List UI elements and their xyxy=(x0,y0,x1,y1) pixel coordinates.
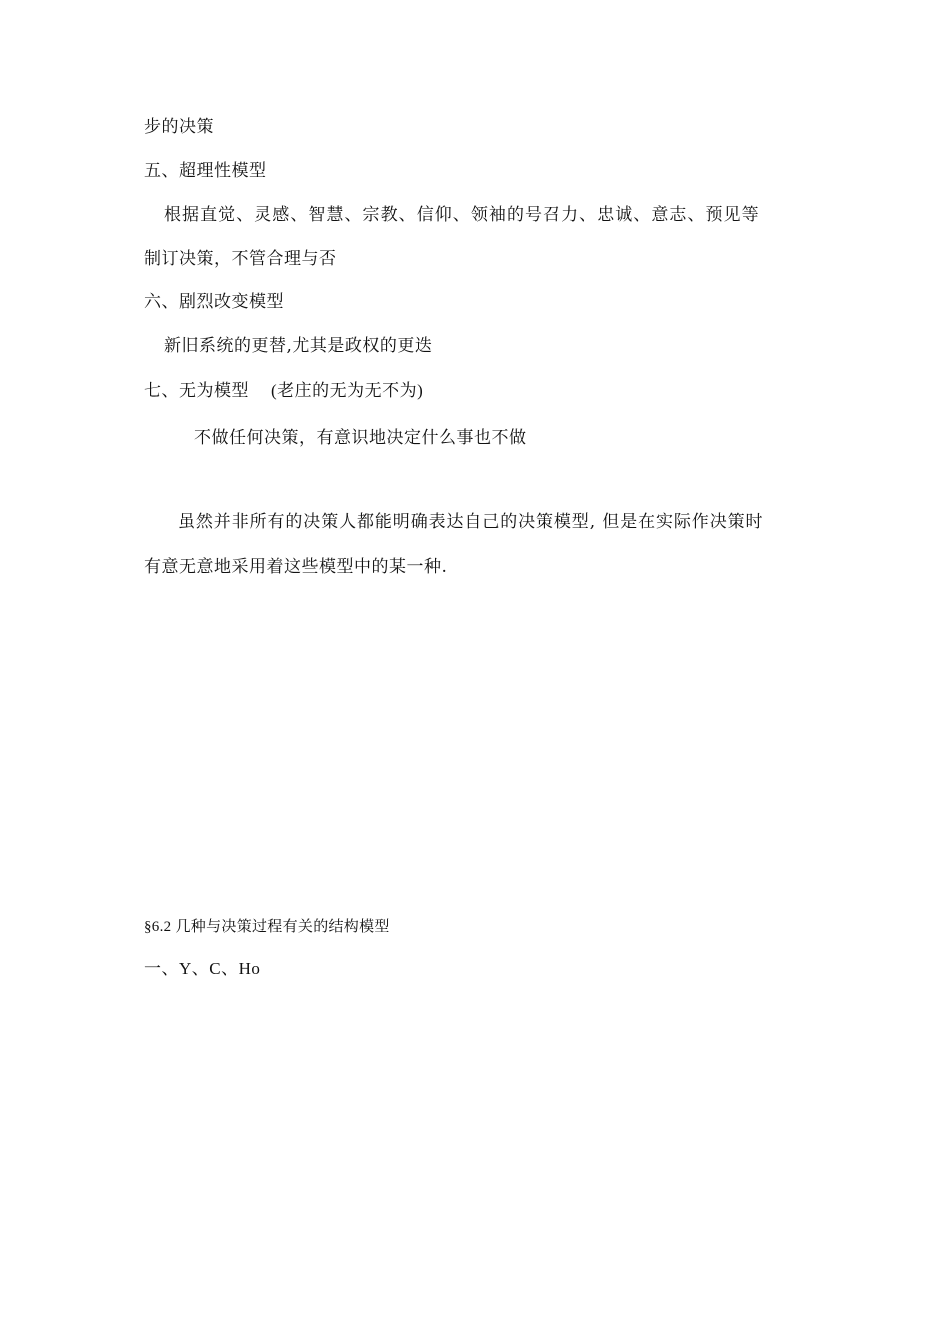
heading-wuwei-label: 七、无为模型 xyxy=(144,381,249,401)
text-line-summary-1: 虽然并非所有的决策人都能明确表达自己的决策模型, 但是在实际作决策时 xyxy=(178,512,764,532)
text-line-no-decision: 不做任何决策，有意识地决定什么事也不做 xyxy=(194,428,527,448)
text-line-summary-2: 有意无意地采用着这些模型中的某一种. xyxy=(144,557,448,577)
section-heading: §6.2 几种与决策过程有关的结构模型 xyxy=(144,919,390,935)
heading-wuwei-note: (老庄的无为无不为) xyxy=(271,381,424,400)
text-line-continuation: 步的决策 xyxy=(144,117,214,137)
section-item-one: 一、Y、C、Ho xyxy=(144,959,261,978)
heading-wuwei-model xyxy=(144,380,423,402)
text-line-make-decision: 制订决策，不管合理与否 xyxy=(144,249,337,269)
heading-drastic-change-model: 六、剧烈改变模型 xyxy=(144,292,284,312)
heading-super-rational-model: 五、超理性模型 xyxy=(144,161,267,181)
text-line-basis: 根据直觉、灵感、智慧、宗教、信仰、领袖的号召力、忠诚、意志、预见等 xyxy=(164,205,760,225)
text-line-system-replacement: 新旧系统的更替,尤其是政权的更迭 xyxy=(164,336,433,356)
